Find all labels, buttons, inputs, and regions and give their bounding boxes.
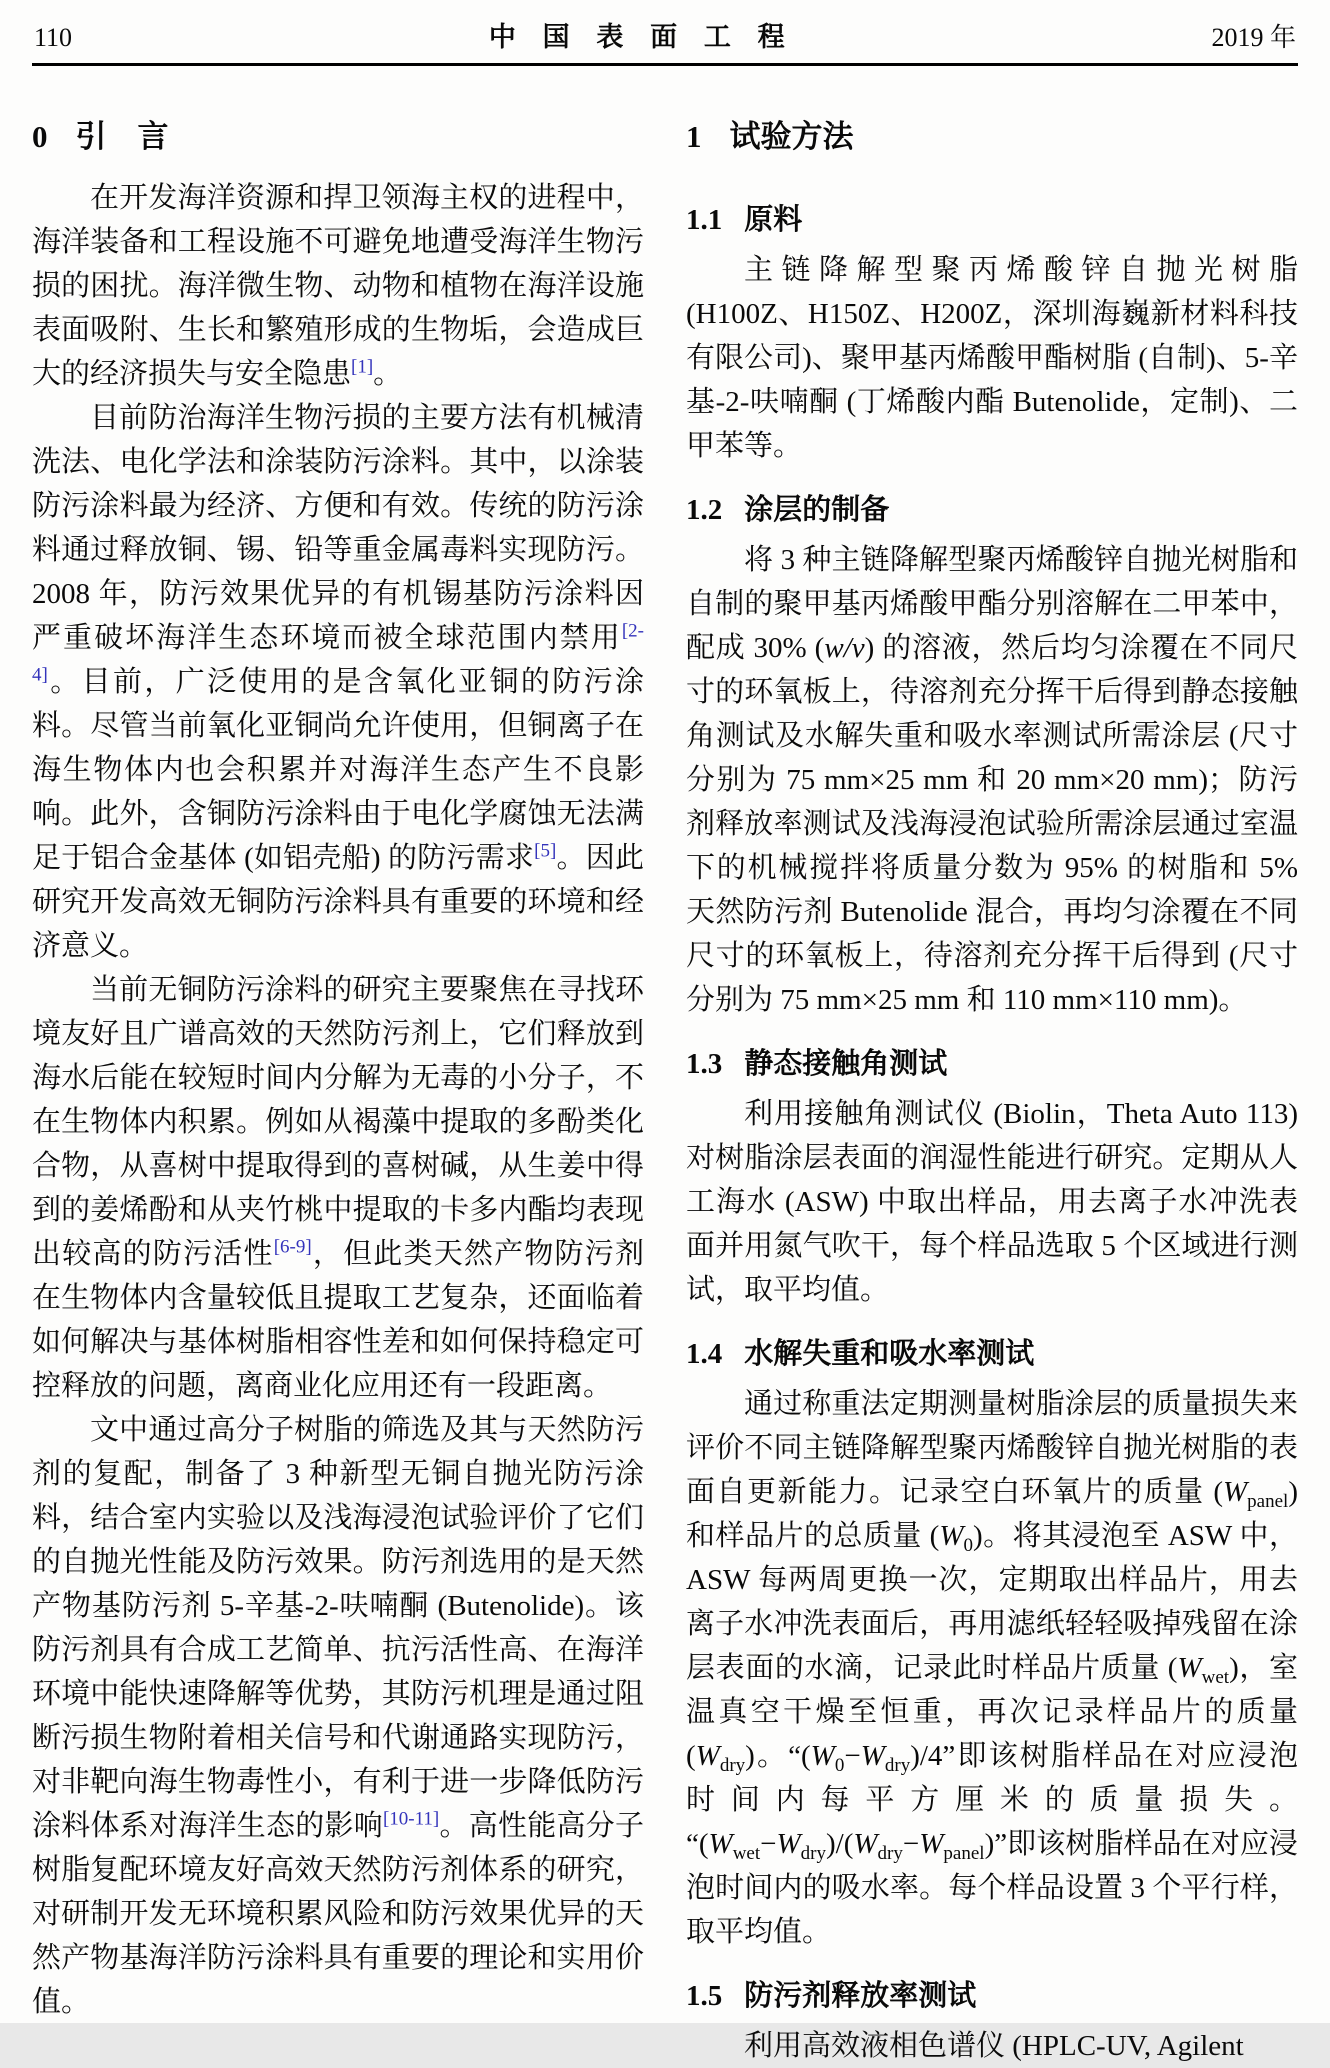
text-segment: 。高性能高分子树脂复配环境友好高效天然防污剂体系的研究，对研制开发无环境积累风险和防污效果优异的天然产物基海洋防污涂料具有重要的理论和实用价值。	[32, 1810, 644, 2018]
subsection-number: 1.3	[686, 1048, 723, 1080]
header-rule	[32, 63, 1298, 66]
citation-ref: [5]	[534, 840, 557, 862]
subsection-heading	[686, 200, 1298, 240]
text-segment: wet	[732, 1843, 761, 1864]
subsection-1-4	[686, 1334, 1298, 1954]
citation-ref: [6-9]	[273, 1236, 312, 1258]
text-segment: W	[919, 1828, 944, 1860]
subsection-number: 1.2	[686, 494, 723, 526]
paragraph	[686, 538, 1298, 1022]
subsection-1-5	[686, 1976, 1298, 2068]
paragraph	[686, 1382, 1298, 1954]
page-header	[32, 14, 1298, 59]
text-segment: 通过称重法定期测量树脂涂层的质量损失来评价不同主链降解型聚丙烯酸锌自抛光树脂的表面自更新能力。记录空白环氧片的质量 (	[686, 1388, 1298, 1508]
subsection-heading	[686, 1334, 1298, 1374]
text-segment: dry	[719, 1755, 746, 1776]
paragraph	[686, 1092, 1298, 1312]
subsection-1-1	[686, 200, 1298, 468]
text-segment: 主链降解型聚丙烯酸锌自抛光树脂 (H100Z、H150Z、H200Z，深圳海巍新材料科技有限公司)、聚甲基丙烯酸甲酯树脂 (自制)、5-辛基-2-呋喃酮 (丁烯酸内酯 Butenolide，定制)、二甲苯等。	[686, 254, 1298, 462]
text-segment: 在开发海洋资源和捍卫领海主权的进程中，海洋装备和工程设施不可避免地遭受海洋生物污损的困扰。海洋微生物、动物和植物在海洋设施表面吸附、生长和繁殖形成的生物垢，会造成巨大的经济损失与安全隐患	[32, 182, 644, 390]
text-segment: w/v	[824, 632, 865, 664]
subsection-1-3	[686, 1044, 1298, 1312]
subsection-heading	[686, 1976, 1298, 2016]
subsection-title: 原料	[744, 204, 803, 236]
text-segment: 当前无铜防污涂料的研究主要聚焦在寻找环境友好且广谱高效的天然防污剂上，它们释放到海水后能在较短时间内分解为无毒的小分子，不在生物体内积累。例如从褐藻中提取的多酚类化合物，从喜树中提取得到的喜树碱，从生姜中得到的姜烯酚和从夹竹桃中提取的卡多内酯均表现出较高的防污活性	[32, 974, 644, 1270]
subsection-heading	[686, 1044, 1298, 1084]
text-segment: −	[902, 1828, 920, 1860]
text-segment: W	[810, 1740, 835, 1772]
text-segment: −	[844, 1740, 861, 1772]
subsection-number: 1.5	[686, 1980, 723, 2012]
text-segment: )”即该树脂样品在对应浸泡时间内的吸水率。每个样品设置 3 个平行样，取平均值。	[686, 1828, 1298, 1948]
subsection-title: 静态接触角测试	[744, 1048, 948, 1080]
text-segment: W	[776, 1828, 801, 1860]
section-heading-0	[32, 116, 644, 158]
text-segment: 文中通过高分子树脂的筛选及其与天然防污剂的复配，制备了 3 种新型无铜自抛光防污涂料，结合室内实验以及浅海浸泡试验评价了它们的自抛光性能及防污效果。防污剂选用的是天然产物基防污剂 5-辛基-2-呋喃酮 (Butenolide)。该防污剂具有合成工艺简单、抗污活性高、在海洋环境中能快速降解等优势，其防污机理是通过阻断污损生物附着相关信号和代谢通路实现防污，对非靶向海生物毒性小，有利于进一步降低防污涂料体系对海洋生态的影响	[32, 1414, 644, 1842]
subsection-title: 涂层的制备	[744, 494, 890, 526]
text-segment: W	[695, 1740, 720, 1772]
citation-ref: [1]	[351, 356, 374, 378]
paragraph	[32, 176, 644, 396]
section-title: 引 言	[75, 119, 169, 154]
text-segment: dry	[877, 1843, 903, 1864]
text-segment: ) 和样品片的总质量 (	[686, 1476, 1298, 1552]
text-segment: 。因此研究开发高效无铜防污涂料具有重要的环境和经济意义。	[32, 842, 644, 962]
text-segment: W	[860, 1740, 885, 1772]
subsection-1-2	[686, 490, 1298, 1022]
section-heading-1	[686, 116, 1298, 158]
journal-title: 中 国 表 面 工 程	[488, 22, 795, 52]
subsection-number: 1.4	[686, 1338, 723, 1370]
section-number: 1	[686, 119, 702, 154]
text-segment: dry	[800, 1843, 826, 1864]
text-segment: 利用高效液相色谱仪 (HPLC-UV, Agilent	[744, 2030, 1244, 2062]
text-segment: 利用接触角测试仪 (Biolin，Theta Auto 113) 对树脂涂层表面的润湿性能进行研究。定期从人工海水 (ASW) 中取出样品，用去离子水冲洗表面并用氮气吹干，每个样品选取 5 个区域进行测试，取平均值。	[686, 1098, 1298, 1306]
paragraph	[32, 968, 644, 1408]
text-segment: )/4”即该树脂样品在对应浸泡时间内每平方厘米的质量损失。“(	[686, 1740, 1298, 1860]
text-segment: W	[1223, 1476, 1248, 1508]
text-segment: 0	[963, 1535, 973, 1556]
text-segment: 将 3 种主链降解型聚丙烯酸锌自抛光树脂和自制的聚甲基丙烯酸甲酯分别溶解在二甲苯中，配成 30% (	[686, 544, 1298, 664]
year-label: 2019 年	[1211, 23, 1296, 52]
section-title: 试验方法	[729, 119, 854, 154]
text-segment: −	[760, 1828, 777, 1860]
subsection-title: 水解失重和吸水率测试	[744, 1338, 1035, 1370]
text-segment: )。将其浸泡至 ASW 中，ASW 每两周更换一次，定期取出样品片，用去离子水冲洗表面后，再用滤纸轻轻吸掉残留在涂层表面的水滴，记录此时样品片质量 (	[686, 1520, 1298, 1684]
subsection-number: 1.1	[686, 204, 723, 236]
text-segment: )。“(	[745, 1740, 811, 1772]
text-segment: 。	[373, 358, 403, 390]
paragraph	[32, 396, 644, 968]
text-segment: )，室温真空干燥至恒重，再次记录样品片的质量 (	[686, 1652, 1298, 1772]
text-segment: W	[853, 1828, 878, 1860]
right-column	[686, 116, 1298, 2068]
citation-ref: [2-4]	[32, 620, 644, 686]
text-segment: 。目前，广泛使用的是含氧化亚铜的防污涂料。尽管当前氧化亚铜尚允许使用，但铜离子在海生物体内也会积累并对海洋生态产生不良影响。此外，含铜防污涂料由于电化学腐蚀无法满足于铝合金基体 (如铝壳船) 的防污需求	[32, 666, 644, 874]
subsection-heading	[686, 490, 1298, 530]
text-segment: wet	[1201, 1667, 1230, 1688]
text-segment: ) 的溶液，然后均匀涂覆在不同尺寸的环氧板上，待溶剂充分挥干后得到静态接触角测试及水解失重和吸水率测试所需涂层 (尺寸分别为 75 mm×25 mm 和 20 mm×20 mm)；防污剂释放率测试及浅海浸泡试验所需涂层通过室温下的机械搅拌将质量分数为 95% 的树脂和 5% 天然防污剂 Butenolide 混合，再均匀涂覆在不同尺寸的环氧板上，待溶剂充分挥干后得到 (尺寸分别为 75 mm×25 mm 和 110 mm×110 mm)。	[686, 632, 1298, 1016]
text-segment: panel	[943, 1843, 985, 1864]
text-segment: W	[939, 1520, 964, 1552]
text-segment: dry	[884, 1755, 911, 1776]
text-segment: W	[1177, 1652, 1202, 1684]
section-number: 0	[32, 119, 48, 154]
subsection-title: 防污剂释放率测试	[744, 1980, 977, 2012]
text-segment: 0	[834, 1755, 845, 1776]
paragraph	[32, 1408, 644, 2024]
two-column-body	[32, 116, 1298, 2068]
citation-ref: [10-11]	[382, 1808, 440, 1830]
text-segment: W	[708, 1828, 733, 1860]
text-segment: ，但此类天然产物防污剂在生物体内含量较低且提取工艺复杂，还面临着如何解决与基体树脂相容性差和如何保持稳定可控释放的问题，离商业化应用还有一段距离。	[32, 1238, 644, 1402]
text-segment: panel	[1247, 1491, 1289, 1512]
page-number: 110	[34, 23, 73, 52]
left-column	[32, 116, 644, 2068]
text-segment: )/(	[826, 1828, 854, 1860]
paragraph	[686, 2024, 1298, 2068]
paragraph	[686, 248, 1298, 468]
text-segment: 目前防治海洋生物污损的主要方法有机械清洗法、电化学法和涂装防污涂料。其中，以涂装防污涂料最为经济、方便和有效。传统的防污涂料通过释放铜、锡、铅等重金属毒料实现防污。2008 年，防污效果优异的有机锡基防污涂料因严重破坏海洋生态环境而被全球范围内禁用	[32, 402, 644, 654]
